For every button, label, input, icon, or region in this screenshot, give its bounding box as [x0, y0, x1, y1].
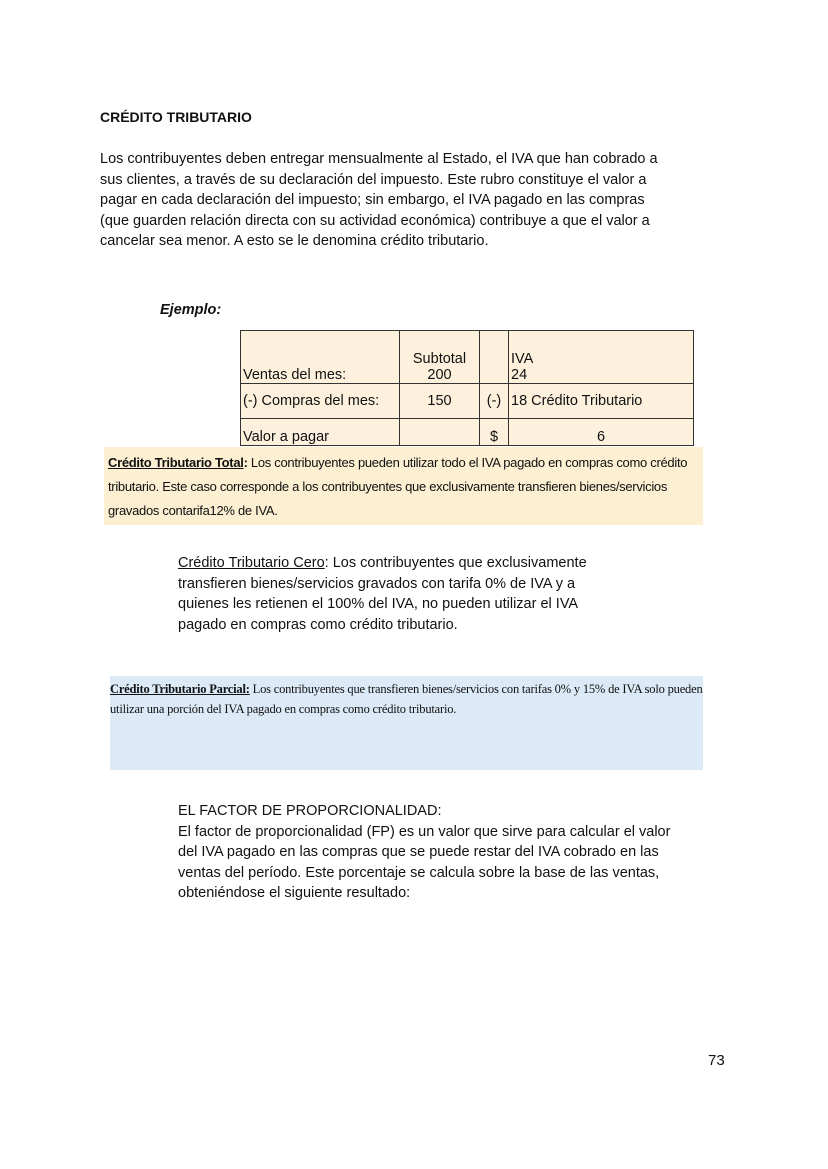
purchases-iva: 18 Crédito Tributario	[509, 384, 694, 419]
payable-value: 6	[509, 419, 694, 446]
total-heading: Crédito Tributario Total	[108, 455, 244, 470]
purchases-label: (-) Compras del mes:	[241, 384, 400, 419]
fp-text: El factor de proporcionalidad (FP) es un valor que sirve para calcular el valor del IVA pagado en las compras que se puede restar del IVA cobrado en las ventas del período. Este porcentaje se calcula sobre la base de las ventas, obteniéndose el siguiente resultado:	[178, 823, 671, 901]
fp-section	[178, 801, 678, 904]
page-title: CRÉDITO TRIBUTARIO	[100, 109, 252, 125]
zero-text: : Los contribuyentes que exclusivamente transfieren bienes/servicios gravados con tarifa 0% de IVA y a quienes les retienen el 100% del IVA, no pueden utilizar el IVA pagado en compras como crédito tributario.	[178, 555, 587, 633]
sales-subtotal: Subtotal 200	[400, 331, 480, 384]
partial-credit-box	[110, 676, 703, 770]
example-table	[240, 330, 694, 446]
sales-label: Ventas del mes:	[241, 331, 400, 384]
page-number: 73	[708, 1052, 725, 1069]
total-credit-box	[104, 447, 703, 525]
total-text: Los contribuyentes pueden utilizar todo el IVA pagado en compras como crédito tributario. Este caso corresponde a los contribuyentes que exclusivamente transfieren bienes/servicios gravados contarifa12% de IVA.	[108, 455, 688, 518]
payable-label: Valor a pagar	[241, 419, 400, 446]
partial-text: Los contribuyentes que transfieren bienes/servicios con tarifas 0% y 15% de IVA solo pueden utilizar una porción del IVA pagado en compras como crédito tributario.	[110, 682, 703, 716]
zero-heading: Crédito Tributario Cero	[178, 555, 325, 571]
zero-credit-paragraph	[178, 553, 618, 635]
partial-heading: Crédito Tributario Parcial:	[110, 682, 250, 696]
empty-cell	[400, 419, 480, 446]
purchases-sign: (-)	[480, 384, 509, 419]
example-label: Ejemplo:	[160, 302, 222, 318]
fp-heading: EL FACTOR DE PROPORCIONALIDAD:	[178, 803, 442, 819]
sales-iva: IVA 24	[509, 331, 694, 384]
purchases-subtotal: 150	[400, 384, 480, 419]
total-colon: :	[243, 455, 248, 470]
sign-cell	[480, 331, 509, 384]
payable-sign: $	[480, 419, 509, 446]
intro-paragraph: Los contribuyentes deben entregar mensualmente al Estado, el IVA que han cobrado a sus clientes, a través de su declaración del impuesto. Este rubro constituye el valor a pagar en cada declaración del impuesto; sin embargo, el IVA pagado en las compras (que guarden relación directa con su actividad económica) contribuye a que el valor a cancelar sea menor. A esto se le denomina crédito tributario.	[100, 151, 658, 249]
